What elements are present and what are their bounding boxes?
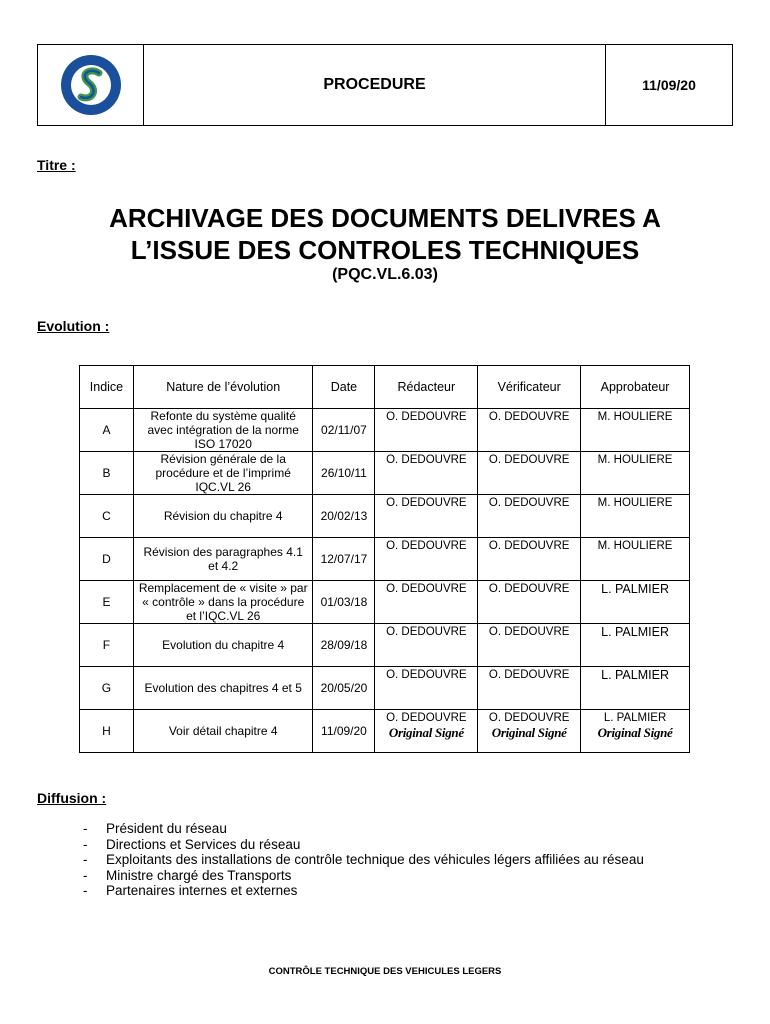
- cell-nature: Voir détail chapitre 4: [133, 710, 313, 753]
- cell-date: 02/11/07: [313, 409, 375, 452]
- cell-approbateur: L. PALMIER: [581, 667, 690, 710]
- cell-verificateur: O. DEDOUVRE: [478, 452, 581, 495]
- diffusion-label: Diffusion :: [37, 790, 107, 806]
- table-header-row: [80, 366, 690, 409]
- cell-redacteur: O. DEDOUVRE: [375, 667, 478, 710]
- header-nature: Nature de l’évolution: [133, 366, 313, 409]
- cell-verificateur: O. DEDOUVRE: [478, 667, 581, 710]
- cell-date: 12/07/17: [313, 538, 375, 581]
- evolution-label: Evolution :: [37, 318, 110, 334]
- document-header: [37, 44, 733, 126]
- list-item-text: Partenaires internes et externes: [106, 883, 298, 898]
- document-title-line-1: ARCHIVAGE DES DOCUMENTS DELIVRES A: [109, 203, 661, 233]
- table-row: [80, 495, 690, 538]
- cell-nature: Evolution du chapitre 4: [133, 624, 313, 667]
- cell-indice: A: [80, 409, 134, 452]
- verificateur-name: O. DEDOUVRE: [488, 712, 570, 724]
- document-title: [37, 202, 733, 266]
- table-row: [80, 624, 690, 667]
- cell-indice: H: [80, 710, 134, 753]
- cell-verificateur: O. DEDOUVRE: [478, 624, 581, 667]
- logo-cell: [38, 45, 144, 125]
- header-approbateur: Approbateur: [581, 366, 690, 409]
- securitest-logo: [59, 53, 123, 117]
- cell-date: 20/05/20: [313, 667, 375, 710]
- header-redacteur: Rédacteur: [375, 366, 478, 409]
- header-verificateur: Vérificateur: [478, 366, 581, 409]
- cell-indice: C: [80, 495, 134, 538]
- cell-approbateur: M. HOULIERE: [581, 409, 690, 452]
- cell-redacteur: O. DEDOUVRE: [375, 409, 478, 452]
- cell-indice: F: [80, 624, 134, 667]
- cell-verificateur: [478, 710, 581, 753]
- cell-redacteur: O. DEDOUVRE: [375, 495, 478, 538]
- cell-verificateur: O. DEDOUVRE: [478, 409, 581, 452]
- cell-nature: Révision du chapitre 4: [133, 495, 313, 538]
- list-item: - Ministre chargé des Transports: [83, 867, 292, 883]
- cell-nature: Refonte du système qualité avec intégration de la norme ISO 17020: [133, 409, 313, 452]
- cell-approbateur: M. HOULIERE: [581, 495, 690, 538]
- table-row: [80, 452, 690, 495]
- header-indice: Indice: [80, 366, 134, 409]
- signature-redacteur: Original Signé: [388, 725, 464, 740]
- document-code: (PQC.VL.6.03): [332, 266, 438, 283]
- cell-redacteur: [375, 710, 478, 753]
- cell-redacteur: O. DEDOUVRE: [375, 581, 478, 624]
- diffusion-list: [83, 821, 644, 899]
- approbateur-name: L. PALMIER: [603, 712, 667, 724]
- cell-date: 11/09/20: [313, 710, 375, 753]
- list-item-text: Ministre chargé des Transports: [106, 867, 292, 883]
- list-item: - Partenaires internes et externes: [83, 883, 298, 898]
- titre-label: Titre :: [37, 157, 76, 173]
- cell-indice: D: [80, 538, 134, 581]
- table-row: [80, 667, 690, 710]
- table-row: [80, 581, 690, 624]
- cell-approbateur: M. HOULIERE: [581, 452, 690, 495]
- cell-redacteur: O. DEDOUVRE: [375, 452, 478, 495]
- cell-indice: G: [80, 667, 134, 710]
- list-item: - Président du réseau: [83, 821, 227, 836]
- cell-nature: Evolution des chapitres 4 et 5: [133, 667, 313, 710]
- list-item: - Exploitants des installations de contrôle technique des véhicules légers affiliées au réseau: [83, 852, 644, 867]
- cell-verificateur: O. DEDOUVRE: [478, 495, 581, 538]
- cell-date: 26/10/11: [313, 452, 375, 495]
- signature-approbateur: Original Signé: [597, 725, 673, 740]
- header-date: Date: [313, 366, 375, 409]
- header-date: 11/09/20: [605, 45, 732, 125]
- cell-indice: B: [80, 452, 134, 495]
- table-row: [80, 409, 690, 452]
- cell-approbateur: L. PALMIER: [581, 624, 690, 667]
- cell-indice: E: [80, 581, 134, 624]
- page-footer: CONTRÔLE TECHNIQUE DES VEHICULES LEGERS: [268, 966, 502, 977]
- signature-verificateur: Original Signé: [491, 725, 567, 740]
- cell-date: 20/02/13: [313, 495, 375, 538]
- cell-approbateur: M. HOULIERE: [581, 538, 690, 581]
- cell-nature: Révision générale de la procédure et de l’imprimé IQC.VL 26: [133, 452, 313, 495]
- cell-approbateur: L. PALMIER: [581, 581, 690, 624]
- list-item-text: Exploitants des installations de contrôle technique des véhicules légers affiliées au réseau: [106, 852, 644, 867]
- cell-redacteur: O. DEDOUVRE: [375, 538, 478, 581]
- cell-approbateur: [581, 710, 690, 753]
- table-row: [80, 538, 690, 581]
- header-title: PROCEDURE: [323, 76, 426, 93]
- cell-nature: Remplacement de « visite » par « contrôle » dans la procédure et l’IQC.VL 26: [133, 581, 313, 624]
- document-title-line-2: L’ISSUE DES CONTROLES TECHNIQUES: [130, 235, 640, 265]
- redacteur-name: O. DEDOUVRE: [386, 712, 467, 724]
- cell-verificateur: O. DEDOUVRE: [478, 538, 581, 581]
- cell-date: 28/09/18: [313, 624, 375, 667]
- cell-date: 01/03/18: [313, 581, 375, 624]
- cell-verificateur: O. DEDOUVRE: [478, 581, 581, 624]
- list-item-text: Directions et Services du réseau: [106, 836, 301, 852]
- cell-redacteur: O. DEDOUVRE: [375, 624, 478, 667]
- evolution-table: [79, 365, 690, 753]
- cell-nature: Révision des paragraphes 4.1 et 4.2: [133, 538, 313, 581]
- list-item: - Directions et Services du réseau: [83, 836, 301, 852]
- table-row: [80, 710, 690, 753]
- list-item-text: Président du réseau: [106, 821, 227, 836]
